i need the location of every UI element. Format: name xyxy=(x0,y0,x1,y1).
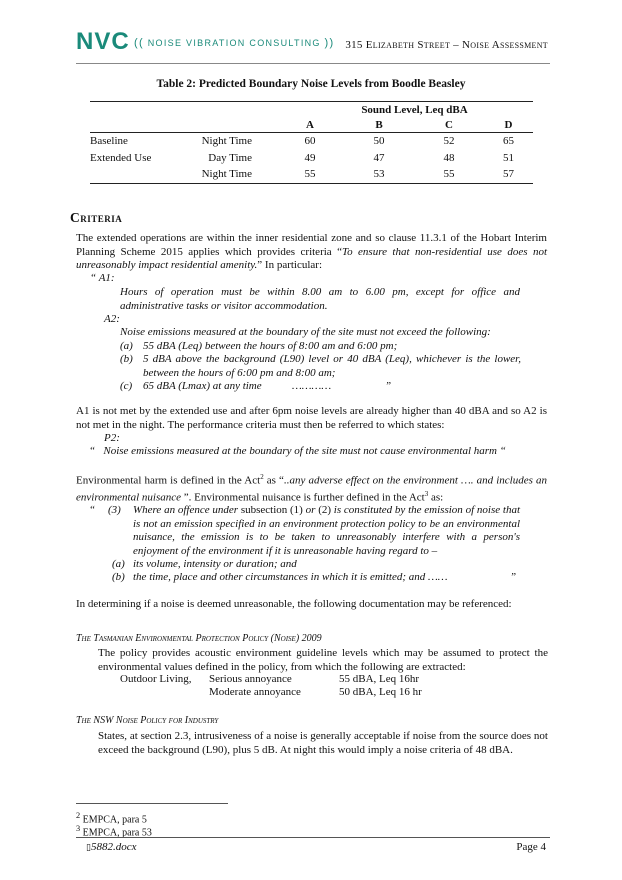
footnote: $^2$ EMPCA, para 5 xyxy=(76,811,147,826)
s3-open-quote: “ xyxy=(89,504,96,516)
cell-value: 65 xyxy=(503,135,514,148)
nsw-policy-text: States, at section 2.3, intrusiveness of a noise is generally acceptable if noise from the source does not exceed the background (L90), plus 5 dB. At night this would imply a noise criteria of 48 dBA. xyxy=(98,730,548,756)
tas-row-value: 55 dBA, Leq 16hr xyxy=(339,673,420,685)
sound-wave-icon: )) xyxy=(324,37,335,49)
tas-row-area: Outdoor Living, xyxy=(120,673,192,685)
table-row xyxy=(90,133,533,150)
determining-paragraph: In determining if a noise is deemed unreasonable, the following documentation may be referenced: xyxy=(76,598,512,610)
a2-label: A2: xyxy=(104,313,120,325)
cell-value: 51 xyxy=(503,151,514,164)
s3-item-a-text: its volume, intensity or duration; and xyxy=(133,558,297,570)
col-b: B xyxy=(375,118,383,131)
a2-item-c: (c) xyxy=(120,380,133,392)
sound-level-header: Sound Level, Leq dBA xyxy=(361,103,468,116)
row-label: Baseline xyxy=(90,135,128,148)
row-period: Night Time xyxy=(201,168,252,181)
cell-value: 50 xyxy=(373,135,385,148)
logo-tagline-text: NOISE VIBRATION CONSULTING xyxy=(147,38,321,48)
s3-item-a: (a) xyxy=(112,558,125,570)
p2-label: P2: xyxy=(104,432,120,444)
table-caption: Table 2: Predicted Boundary Noise Levels from Boodle Beasley xyxy=(156,78,466,90)
cell-value: 55 xyxy=(304,168,316,181)
row-period: Night Time xyxy=(201,135,252,148)
a2-text: Noise emissions measured at the boundary of the site must not exceed the following: xyxy=(120,326,491,338)
criteria-heading: Criteria xyxy=(70,210,123,225)
a2-item-a-text: 55 dBA (Leq) between the hours of 8:00 am and 6:00 pm; xyxy=(143,340,398,352)
cell-value: 57 xyxy=(503,168,514,181)
document-header-title: 315 Elizabeth Street – Noise Assessment xyxy=(345,39,548,51)
tas-policy-text: The policy provides acoustic environment guideline levels which may be assumed to protect the environmental values defined in the policy, from which the following are extracted: xyxy=(98,647,548,673)
page-number: Page 4 xyxy=(516,841,546,853)
tas-row-value: 50 dBA, Leq 16 hr xyxy=(339,686,422,698)
row-label xyxy=(90,166,183,183)
footer-file: ▯5882.docx xyxy=(86,841,137,853)
tas-policy-heading: The Tasmanian Environmental Protection Policy (Noise) 2009 xyxy=(76,633,322,644)
footnote-divider xyxy=(76,803,228,804)
document-icon: ▯ xyxy=(86,842,91,852)
criteria-intro: The extended operations are within the inner residential zone and so clause 11.3.1 of the Hobart Interim Planning Scheme 2015 applies which provides criteria “To ensure that non-residential use does not unreasonably impact residential amenity.” In particular: xyxy=(76,232,547,272)
logo-tagline xyxy=(134,37,334,49)
p2-text: “ Noise emissions measured at the boundary of the site must not cause environmental harm “ xyxy=(89,445,506,457)
cell-value: 47 xyxy=(373,151,385,164)
s3-close-quote: ” xyxy=(510,571,517,583)
row-period: Day Time xyxy=(208,151,252,164)
a1-text: Hours of operation must be within 8.00 am to 6.00 pm, except for office and administrative tasks or visitor accommodation. xyxy=(120,286,520,312)
row-label: Extended Use xyxy=(90,151,152,164)
footnote: $^3$ EMPCA, para 53 xyxy=(76,824,152,839)
s3-text: Where an offence under subsection (1) or (2) is constituted by the emission of noise that is not an emission specified in an environment protection policy to be an environmental nuisance, the emission is to be taken to unreasonably interfere with a person's enjoyment of the environment if it is unreasonable having regard to – xyxy=(133,504,520,557)
sound-wave-icon: (( xyxy=(134,37,144,49)
a2-item-a: (a) xyxy=(120,340,133,352)
a1-label: “ A1: xyxy=(90,272,115,284)
harm-paragraph: Environmental harm is defined in the Act$^2$ as “..any adverse effect on the environment …. and includes an environmental nuisance ”. Environmental nuisance is further defined in the Act$^3$ as: xyxy=(76,473,547,504)
header-divider xyxy=(76,63,550,64)
col-a: A xyxy=(306,118,314,131)
cell-value: 48 xyxy=(443,151,455,164)
s3-item-b-text: the time, place and other circumstances in which it is emitted; and …… xyxy=(133,571,448,583)
table-header-row xyxy=(90,102,533,118)
not-met-paragraph: A1 is not met by the extended use and after 6pm noise levels are already higher than 40 dBA and so A2 is not met in the night. The performance criteria must then be referred to which states: xyxy=(76,405,547,431)
col-c: C xyxy=(445,118,453,131)
tas-row-level: Moderate annoyance xyxy=(209,686,301,698)
a2-item-b: (b) xyxy=(120,353,133,365)
table-column-row xyxy=(90,117,533,133)
cell-value: 52 xyxy=(443,135,455,148)
noise-levels-table xyxy=(90,101,533,184)
cell-value: 49 xyxy=(304,151,316,164)
tas-row-level: Serious annoyance xyxy=(209,673,292,685)
a2-item-c-text: 65 dBA (Lmax) at any time xyxy=(143,380,262,392)
col-d: D xyxy=(504,118,513,131)
s3-mark: (3) xyxy=(108,504,121,516)
a2-close-quote: ” xyxy=(385,380,392,392)
table-row xyxy=(90,166,533,183)
a2-dots: ………… xyxy=(292,380,332,392)
a2-item-b-text: 5 dBA above the background (L90) level or 40 dBA (Leq), whichever is the lower, between the hours of 6:00 pm and 8:00 am; xyxy=(143,353,521,379)
cell-value: 60 xyxy=(304,135,316,148)
cell-value: 55 xyxy=(443,168,455,181)
nsw-policy-heading: The NSW Noise Policy for Industry xyxy=(76,715,219,726)
s3-item-b: (b) xyxy=(112,571,125,583)
cell-value: 53 xyxy=(373,168,385,181)
footer-divider xyxy=(76,837,550,838)
company-logo: NVC xyxy=(76,28,130,55)
table-row xyxy=(90,150,533,167)
